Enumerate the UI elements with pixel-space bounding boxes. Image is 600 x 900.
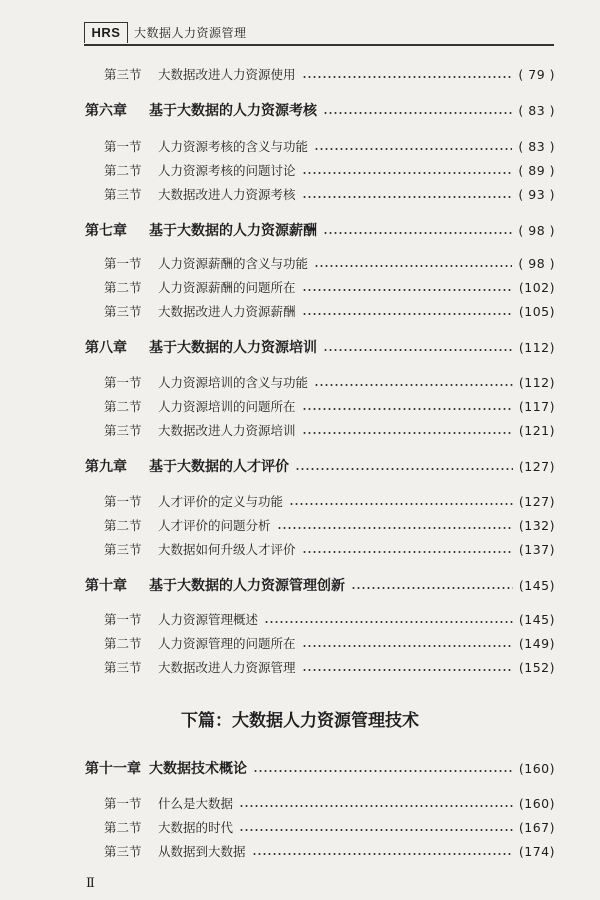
dot-leader [323, 230, 512, 236]
toc-entry-title: 大数据改进人力资源考核 [158, 187, 296, 202]
toc-section-entry [104, 607, 555, 631]
dot-leader [351, 585, 513, 591]
toc-entry-page: ( 79 ) [518, 66, 555, 82]
toc-entry-page: ( 93 ) [518, 186, 555, 202]
dot-leader [239, 803, 513, 809]
dot-leader [302, 667, 513, 673]
toc-entry-page: (105) [518, 303, 555, 319]
dot-leader [323, 347, 513, 353]
toc-entry-title: 什么是大数据 [158, 796, 234, 811]
toc-entry-page: (152) [518, 659, 555, 675]
toc-entry-title: 从数据到大数据 [158, 844, 246, 859]
toc-entry-number: 第二节 [104, 820, 142, 835]
toc-section-entry [104, 370, 555, 394]
toc-section-entry [104, 418, 555, 442]
dot-leader [289, 501, 513, 507]
dot-leader [295, 466, 513, 472]
toc-section-entry [104, 275, 555, 299]
toc-entry-title: 大数据改进人力资源管理 [158, 660, 296, 675]
toc-chapter-entry [85, 98, 555, 122]
toc-entry-page: (112) [518, 374, 555, 390]
toc-entry-page: (145) [518, 577, 555, 593]
toc-entry-title: 人力资源培训的问题所在 [158, 399, 296, 414]
dot-leader [302, 287, 513, 293]
toc-entry-title: 大数据如何升级人才评价 [158, 542, 296, 557]
toc-entry-page: (127) [518, 493, 555, 509]
dot-leader [302, 194, 513, 200]
toc-entry-title: 人力资源薪酬的问题所在 [158, 280, 296, 295]
toc-entry-number: 第八章 [85, 340, 127, 356]
dot-leader [252, 851, 513, 857]
toc-section-entry [104, 394, 555, 418]
toc-entry-title: 人力资源考核的含义与功能 [158, 139, 309, 154]
toc-entry-number: 第二节 [104, 399, 142, 414]
toc-entry-number: 第一节 [104, 796, 142, 811]
toc-entry-page: (117) [518, 398, 555, 414]
toc-entry-title: 人力资源管理概述 [158, 612, 259, 627]
toc-entry-page: ( 98 ) [518, 255, 555, 271]
toc-entry-number: 第三节 [104, 423, 142, 438]
toc-entry-title: 大数据改进人力资源培训 [158, 423, 296, 438]
hrs-logo: HRS [84, 22, 128, 43]
toc-entry-number: 第七章 [85, 223, 127, 239]
toc-section-entry [104, 299, 555, 323]
toc-section-entry [104, 655, 555, 679]
toc-section-entry [104, 158, 555, 182]
dot-leader [302, 643, 513, 649]
toc-entry-title: 人才评价的定义与功能 [158, 494, 284, 509]
dot-leader [302, 430, 513, 436]
toc-entry-number: 第三节 [104, 660, 142, 675]
toc-entry-title: 基于大数据的人力资源培训 [149, 340, 317, 356]
running-header-title: 大数据人力资源管理 [134, 26, 247, 40]
dot-leader [253, 768, 513, 774]
toc-chapter-entry [85, 335, 555, 359]
dot-leader [323, 110, 512, 116]
dot-leader [302, 406, 513, 412]
toc-entry-page: (121) [518, 422, 555, 438]
toc-entry-page: (132) [518, 517, 555, 533]
toc-entry-number: 第一节 [104, 139, 142, 154]
toc-section-entry [104, 815, 555, 839]
toc-entry-title: 人力资源培训的含义与功能 [158, 375, 309, 390]
dot-leader [302, 170, 513, 176]
toc-section-entry [104, 62, 555, 86]
toc-chapter-entry [85, 573, 555, 597]
running-header [84, 22, 554, 46]
toc-entry-page: (137) [518, 541, 555, 557]
dot-leader [302, 311, 513, 317]
part-heading: 下篇：大数据人力资源管理技术 [181, 711, 419, 731]
toc-entry-number: 第三节 [104, 844, 142, 859]
toc-entry-number: 第一节 [104, 375, 142, 390]
toc-entry-page: (160) [518, 760, 555, 776]
toc-entry-number: 第一节 [104, 256, 142, 271]
dot-leader [302, 549, 513, 555]
toc-entry-number: 第三节 [104, 304, 142, 319]
toc-section-entry [104, 839, 555, 863]
toc-section-entry [104, 251, 555, 275]
toc-entry-page: ( 83 ) [518, 138, 555, 154]
toc-section-entry [104, 489, 555, 513]
toc-entry-page: (160) [518, 795, 555, 811]
toc-section-entry [104, 791, 555, 815]
toc-entry-number: 第三节 [104, 67, 142, 82]
toc-section-entry [104, 537, 555, 561]
toc-entry-number: 第九章 [85, 459, 127, 475]
toc-entry-page: (112) [518, 339, 555, 355]
toc-entry-page: ( 98 ) [518, 222, 555, 238]
toc-entry-number: 第一节 [104, 494, 142, 509]
toc-entry-number: 第二节 [104, 280, 142, 295]
toc-entry-title: 人力资源管理的问题所在 [158, 636, 296, 651]
dot-leader [314, 146, 512, 152]
toc-entry-title: 基于大数据的人力资源管理创新 [149, 578, 345, 594]
toc-entry-title: 人力资源薪酬的含义与功能 [158, 256, 309, 271]
dot-leader [314, 263, 512, 269]
toc-entry-title: 基于大数据的人才评价 [149, 459, 289, 475]
toc-entry-title: 大数据改进人力资源薪酬 [158, 304, 296, 319]
toc-entry-page: (102) [518, 279, 555, 295]
toc-entry-number: 第十一章 [85, 761, 141, 777]
toc-entry-page: (174) [518, 843, 555, 859]
toc-entry-page: (145) [518, 611, 555, 627]
toc-entry-number: 第二节 [104, 518, 142, 533]
toc-entry-page: (167) [518, 819, 555, 835]
toc-section-entry [104, 182, 555, 206]
toc-entry-number: 第十章 [85, 578, 127, 594]
toc-entry-number: 第一节 [104, 612, 142, 627]
toc-chapter-entry [85, 218, 555, 242]
dot-leader [314, 382, 513, 388]
toc-entry-page: (127) [518, 458, 555, 474]
toc-entry-title: 人才评价的问题分析 [158, 518, 271, 533]
toc-entry-title: 大数据技术概论 [149, 761, 247, 777]
toc-section-entry [104, 513, 555, 537]
toc-section-entry [104, 134, 555, 158]
toc-entry-title: 基于大数据的人力资源薪酬 [149, 223, 317, 239]
toc-chapter-entry [85, 756, 555, 780]
dot-leader [239, 827, 513, 833]
toc-section-entry [104, 631, 555, 655]
toc-entry-page: ( 83 ) [518, 102, 555, 118]
dot-leader [277, 525, 513, 531]
dot-leader [302, 74, 513, 80]
toc-entry-number: 第二节 [104, 163, 142, 178]
dot-leader [264, 619, 513, 625]
toc-entry-page: ( 89 ) [518, 162, 555, 178]
toc-entry-number: 第二节 [104, 636, 142, 651]
page-number: Ⅱ [86, 876, 95, 891]
toc-entry-title: 大数据的时代 [158, 820, 234, 835]
toc-entry-page: (149) [518, 635, 555, 651]
toc-entry-number: 第三节 [104, 542, 142, 557]
toc-entry-title: 人力资源考核的问题讨论 [158, 163, 296, 178]
toc-entry-number: 第六章 [85, 103, 127, 119]
toc-chapter-entry [85, 454, 555, 478]
toc-entry-number: 第三节 [104, 187, 142, 202]
toc-entry-title: 大数据改进人力资源使用 [158, 67, 296, 82]
toc-entry-title: 基于大数据的人力资源考核 [149, 103, 317, 119]
